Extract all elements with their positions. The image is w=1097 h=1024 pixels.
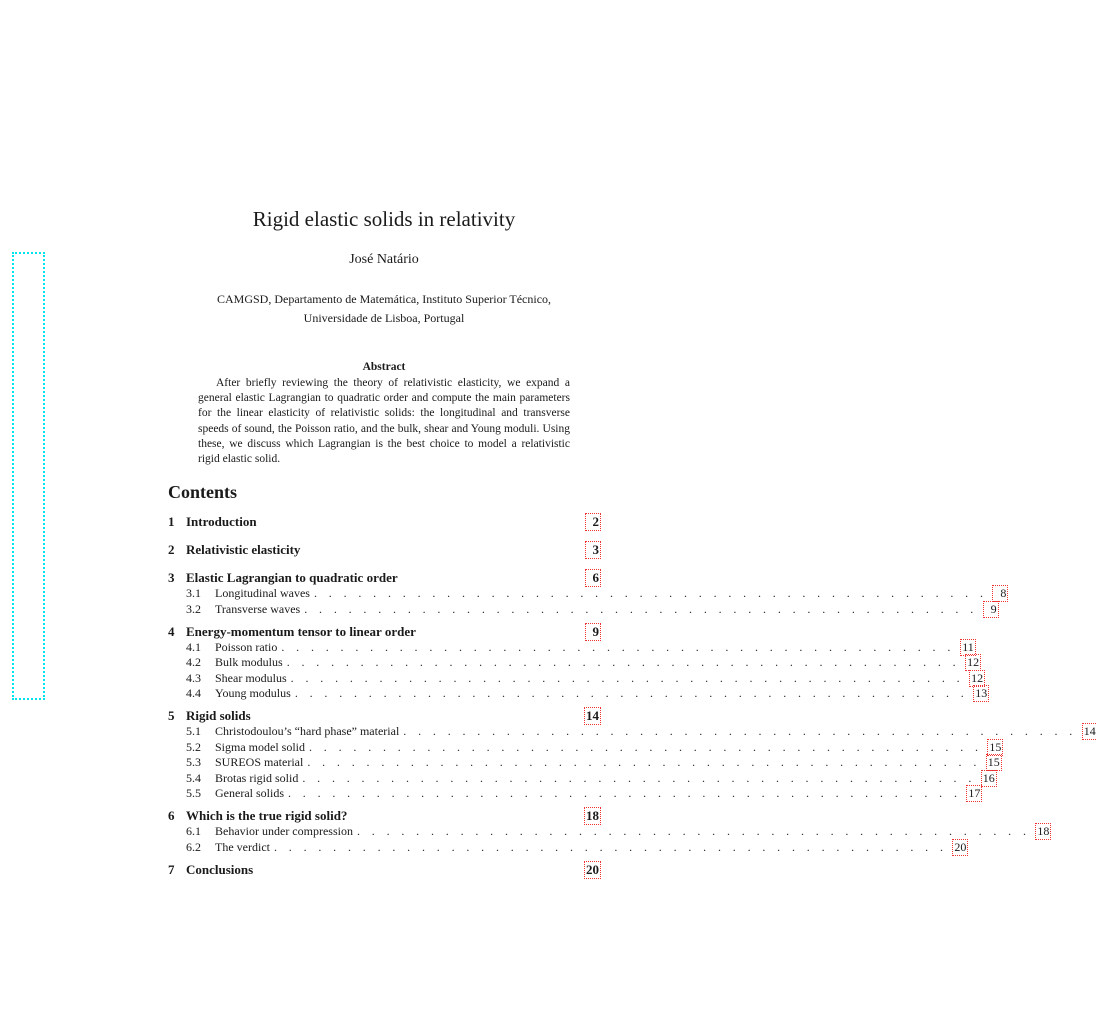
toc-page-link[interactable]: 12 xyxy=(971,670,984,685)
toc-entry-number: 4 xyxy=(168,623,175,639)
toc-subsection-entry[interactable] xyxy=(168,824,1050,840)
toc-entry-title[interactable]: Conclusions xyxy=(186,861,254,877)
toc-entry-number: 5.2 xyxy=(186,739,201,754)
toc-entry-title[interactable]: Elastic Lagrangian to quadratic order xyxy=(186,570,398,585)
toc-entry-title[interactable]: Young modulus xyxy=(215,686,291,700)
toc-subsection-entry[interactable] xyxy=(168,724,1096,740)
toc-subsection-entry[interactable] xyxy=(168,739,1002,756)
toc-entry-number: 3 xyxy=(168,570,175,585)
toc-page-link[interactable]: 12 xyxy=(967,655,980,669)
toc-page-link[interactable]: 2 xyxy=(586,514,600,530)
toc-subsection-entry[interactable] xyxy=(168,770,995,787)
toc-dot-leader: . . . . . . . . . . . . . . . . . . . . . . . . . . . . . . . . . . . . . . . . . . . . . . xyxy=(281,639,955,654)
toc-subsection-entry[interactable] xyxy=(168,601,997,618)
toc-entry-number: 5 xyxy=(168,708,175,723)
toc-page-link[interactable]: 9 xyxy=(586,624,600,640)
abstract-body: After briefly reviewing the theory of relativistic elasticity, we expand a general elastic Lagrangian to quadratic order and compute the main parameters for the linear elasticity of relativistic solids: the longitudinal and transverse speeds of sound, the Poisson ratio, and the bulk, shear and Young moduli. Using these, we discuss which Lagrangian is the best choice to model a relativistic rigid elastic solid. xyxy=(198,377,570,466)
toc-page-link[interactable]: 11 xyxy=(962,639,974,654)
toc-entry-title[interactable]: Shear modulus xyxy=(215,670,287,685)
toc-subsection-entry[interactable] xyxy=(168,755,1000,771)
toc-entry-number: 6 xyxy=(168,808,175,823)
toc-dot-leader: . . . . . . . . . . . . . . . . . . . . . . . . . . . . . . . . . . . . . . . . . . . . . . xyxy=(287,786,962,800)
toc-section-entry[interactable] xyxy=(168,624,600,640)
toc-entry-number: 5.5 xyxy=(186,786,201,800)
toc-section-entry[interactable] xyxy=(168,570,600,586)
toc-entry-number: 3.2 xyxy=(186,601,201,616)
toc-dot-leader: . . . . . . . . . . . . . . . . . . . . . . . . . . . . . . . . . . . . . . . . . . . . . . xyxy=(273,839,948,854)
toc-page-link[interactable]: 17 xyxy=(968,786,981,800)
toc-entry-number: 6.1 xyxy=(186,824,201,838)
toc-subsection-entry[interactable] xyxy=(168,786,981,802)
toc-dot-leader: . . . . . . . . . . . . . . . . . . . . . . . . . . . . . . . . . . . . . . . . . . . . . . xyxy=(307,755,981,769)
toc-entry-title[interactable]: Bulk modulus xyxy=(215,655,283,669)
toc-dot-leader: . . . . . . . . . . . . . . . . . . . . . . . . . . . . . . . . . . . . . . . . . . . . . . xyxy=(304,601,978,616)
toc-subsection-entry[interactable] xyxy=(168,655,980,671)
toc-subsection-entry[interactable] xyxy=(168,670,984,687)
toc-subsection-entry[interactable] xyxy=(168,686,988,702)
paper-title: Rigid elastic solids in relativity xyxy=(252,207,516,231)
toc-dot-leader: . . . . . . . . . . . . . . . . . . . . . . . . . . . . . . . . . . . . . . . . . . . . . . xyxy=(313,586,988,600)
toc-entry-title[interactable]: Poisson ratio xyxy=(215,639,278,654)
toc-dot-leader: . . . . . . . . . . . . . . . . . . . . . . . . . . . . . . . . . . . . . . . . . . . . . . xyxy=(403,724,1077,738)
affiliation-line-2: Universidade de Lisboa, Portugal xyxy=(303,311,465,325)
toc-page-link[interactable]: 6 xyxy=(586,570,600,586)
toc-entry-title[interactable]: Rigid solids xyxy=(186,708,251,723)
abstract-heading: Abstract xyxy=(362,361,406,373)
toc-subsection-entry[interactable] xyxy=(168,639,974,656)
toc-page-link[interactable]: 14 xyxy=(586,708,599,723)
paper-author: José Natário xyxy=(349,252,419,267)
toc-dot-leader: . . . . . . . . . . . . . . . . . . . . . . . . . . . . . . . . . . . . . . . . . . . . . . xyxy=(356,824,1031,838)
author-affiliation xyxy=(0,290,768,328)
toc-entry-title[interactable]: Brotas rigid solid xyxy=(215,770,299,785)
toc-section-entry[interactable] xyxy=(168,862,600,878)
toc-entry-number: 2 xyxy=(168,542,175,557)
toc-page-link[interactable]: 20 xyxy=(586,861,599,877)
toc-entry-number: 4.3 xyxy=(186,670,201,685)
toc-entry-title[interactable]: Christodoulou’s “hard phase” material xyxy=(215,724,400,738)
toc-section-entry[interactable] xyxy=(168,514,600,530)
toc-entry-title[interactable]: Transverse waves xyxy=(215,601,301,616)
toc-subsection-entry[interactable] xyxy=(168,839,967,856)
toc-entry-number: 5.3 xyxy=(186,755,201,769)
toc-page-link[interactable]: 8 xyxy=(993,586,1007,601)
toc-dot-leader: . . . . . . . . . . . . . . . . . . . . . . . . . . . . . . . . . . . . . . . . . . . . . . xyxy=(302,770,976,785)
toc-page-link[interactable]: 20 xyxy=(954,839,967,854)
toc-section-entry[interactable] xyxy=(168,542,600,558)
toc-entry-number: 4.2 xyxy=(186,655,201,669)
toc-dot-leader: . . . . . . . . . . . . . . . . . . . . . . . . . . . . . . . . . . . . . . . . . . . . . . xyxy=(286,655,961,669)
toc-page-link[interactable]: 15 xyxy=(987,755,1000,769)
toc-entry-number: 5.4 xyxy=(186,770,201,785)
toc-page-link[interactable]: 9 xyxy=(984,602,998,617)
toc-entry-title[interactable]: Energy-momentum tensor to linear order xyxy=(186,623,416,639)
toc-entry-number: 6.2 xyxy=(186,839,201,854)
toc-entry-title[interactable]: Sigma model solid xyxy=(215,739,305,754)
toc-entry-number: 4.4 xyxy=(186,686,201,700)
toc-entry-title[interactable]: Behavior under compression xyxy=(215,824,353,838)
toc-section-entry[interactable] xyxy=(168,808,600,824)
toc-entry-number: 1 xyxy=(168,514,175,529)
toc-entry-number: 5.1 xyxy=(186,724,201,738)
toc-entry-title[interactable]: The verdict xyxy=(215,839,270,854)
toc-dot-leader: . . . . . . . . . . . . . . . . . . . . . . . . . . . . . . . . . . . . . . . . . . . . . . xyxy=(309,739,983,754)
toc-page-link[interactable]: 13 xyxy=(975,686,988,700)
toc-entry-title[interactable]: SUREOS material xyxy=(215,755,304,769)
toc-page-link[interactable]: 3 xyxy=(586,542,600,558)
toc-entry-number: 7 xyxy=(168,861,175,877)
toc-dot-leader: . . . . . . . . . . . . . . . . . . . . . . . . . . . . . . . . . . . . . . . . . . . . . . xyxy=(290,670,965,685)
toc-page-link[interactable]: 18 xyxy=(586,808,599,823)
toc-entry-title[interactable]: Longitudinal waves xyxy=(215,586,310,600)
toc-entry-title[interactable]: Introduction xyxy=(186,514,257,529)
toc-entry-title[interactable]: Relativistic elasticity xyxy=(186,542,301,557)
toc-entry-title[interactable]: Which is the true rigid solid? xyxy=(186,808,348,823)
toc-entry-number: 4.1 xyxy=(186,639,201,654)
toc-entry-number: 3.1 xyxy=(186,586,201,600)
toc-subsection-entry[interactable] xyxy=(168,586,1007,602)
contents-heading: Contents xyxy=(168,482,238,502)
toc-section-entry[interactable] xyxy=(168,708,600,724)
toc-page-link[interactable]: 14 xyxy=(1083,724,1096,738)
toc-page-link[interactable]: 16 xyxy=(982,770,995,785)
toc-dot-leader: . . . . . . . . . . . . . . . . . . . . . . . . . . . . . . . . . . . . . . . . . . . . . . xyxy=(294,686,969,700)
toc-entry-title[interactable]: General solids xyxy=(215,786,284,800)
toc-page-link[interactable]: 18 xyxy=(1037,824,1050,838)
toc-page-link[interactable]: 15 xyxy=(989,739,1002,754)
affiliation-line-1: CAMGSD, Departamento de Matemática, Instituto Superior Técnico, xyxy=(216,292,552,306)
